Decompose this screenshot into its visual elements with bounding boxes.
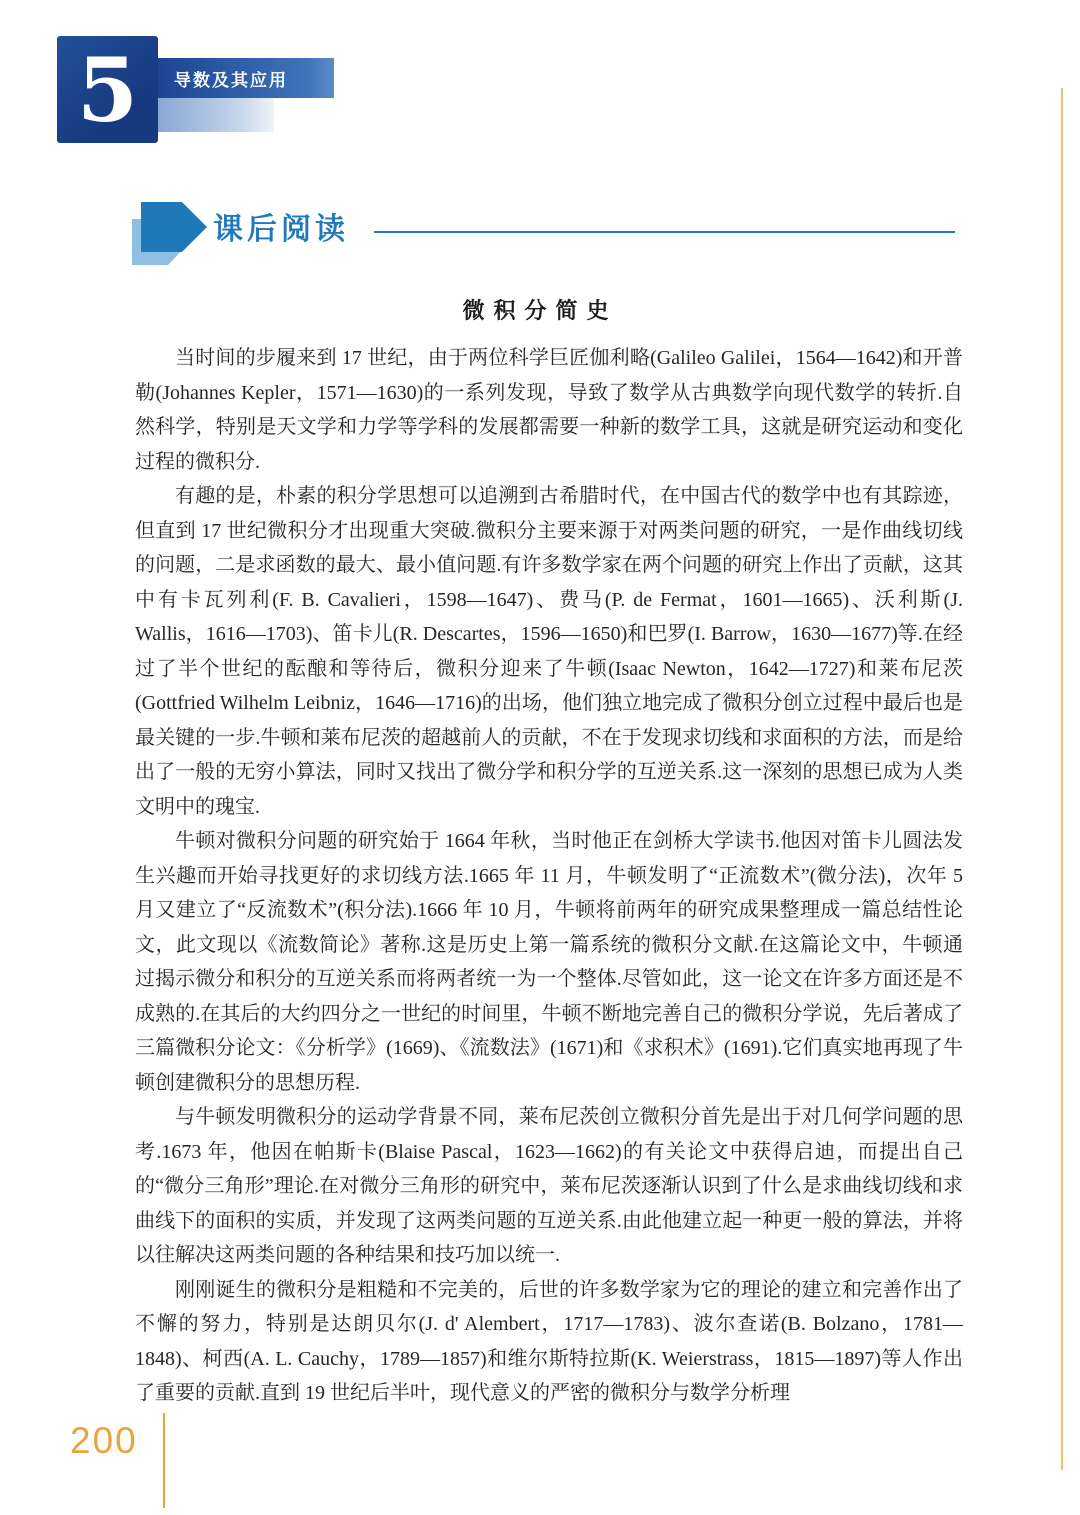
chapter-title: 导数及其应用 [174, 70, 288, 90]
section-title-rule [374, 231, 955, 233]
section-title: 课后阅读 [213, 213, 349, 246]
right-edge-rule [1061, 88, 1063, 1470]
section-arrow-icon [141, 202, 207, 252]
page-number: 200 [70, 1420, 138, 1461]
chapter-number: 5 [76, 37, 139, 142]
chapter-decoration-bar [158, 98, 274, 132]
chapter-number-badge [57, 36, 158, 143]
article-title: 微积分简史 [462, 298, 618, 323]
article-paragraph-3: 牛顿对微积分问题的研究始于 1664 年秋，当时他正在剑桥大学读书.他因对笛卡儿圆法发生兴趣而开始寻找更好的求切线方法.1665 年 11 月，牛顿发明了“正流数术”(微分法)，次年 5 月又建立了“反流数术”(积分法).1666 年 10 月，牛顿将前两年的研究成果整理成一篇总结性论文，此文现以《流数简论》著称.这是历史上第一篇系统的微积分文献.在这篇论文中，牛顿通过揭示微分和积分的互逆关系而将两者统一为一个整体.尽管如此，这一论文在许多方面还是不成熟的.在其后的大约四分之一世纪的时间里，牛顿不断地完善自己的微积分学说，先后著成了三篇微积分论文：《分析学》(1669)、《流数法》(1671)和《求积术》(1691).它们真实地再现了牛顿创建微积分的思想历程. [135, 830, 963, 1094]
article-paragraph-1: 当时间的步履来到 17 世纪，由于两位科学巨匠伽利略(Galileo Galilei，1564—1642)和开普勒(Johannes Kepler，1571—1630)的一系列发现，导致了数学从古典数学向现代数学的转折.自然科学，特别是天文学和力学等学科的发展都需要一种新的数学工具，这就是研究运动和变化过程的微积分. [135, 347, 963, 473]
article-paragraph-4: 与牛顿发明微积分的运动学背景不同，莱布尼茨创立微积分首先是出于对几何学问题的思考.1673 年，他因在帕斯卡(Blaise Pascal，1623—1662)的有关论文中获得启迪，而提出自己的“微分三角形”理论.在对微分三角形的研究中，莱布尼茨逐渐认识到了什么是求曲线切线和求曲线下的面积的实质，并发现了这两类问题的互逆关系.由此他建立起一种更一般的算法，并将以往解决这两类问题的各种结果和技巧加以统一. [135, 1106, 963, 1266]
page-number-rule [163, 1413, 165, 1508]
article-body [135, 341, 963, 1411]
chapter-title-bar [158, 58, 334, 98]
article-paragraph-2: 有趣的是，朴素的积分学思想可以追溯到古希腊时代，在中国古代的数学中也有其踪迹，但直到 17 世纪微积分才出现重大突破.微积分主要来源于对两类问题的研究，一是作曲线切线的问题，二是求函数的最大、最小值问题.有许多数学家在两个问题的研究上作出了贡献，这其中有卡瓦列利(F. B. Cavalieri，1598—1647)、费马(P. de Fermat，1601—1665)、沃利斯(J. Wallis，1616—1703)、笛卡儿(R. Descartes，1596—1650)和巴罗(I. Barrow，1630—1677)等.在经过了半个世纪的酝酿和等待后，微积分迎来了牛顿(Isaac Newton，1642—1727)和莱布尼茨(Gottfried Wilhelm Leibniz，1646—1716)的出场，他们独立地完成了微积分创立过程中最后也是最关键的一步.牛顿和莱布尼茨的超越前人的贡献，不在于发现求切线和求面积的方法，而是给出了一般的无穷小算法，同时又找出了微分学和积分学的互逆关系.这一深刻的思想已成为人类文明中的瑰宝. [135, 485, 963, 818]
article-paragraph-5: 刚刚诞生的微积分是粗糙和不完美的，后世的许多数学家为它的理论的建立和完善作出了不懈的努力，特别是达朗贝尔(J. d' Alembert，1717—1783)、波尔查诺(B. Bolzano，1781—1848)、柯西(A. L. Cauchy，1789—1857)和维尔斯特拉斯(K. Weierstrass，1815—1897)等人作出了重要的贡献.直到 19 世纪后半叶，现代意义的严密的微积分与数学分析理 [135, 1278, 963, 1404]
